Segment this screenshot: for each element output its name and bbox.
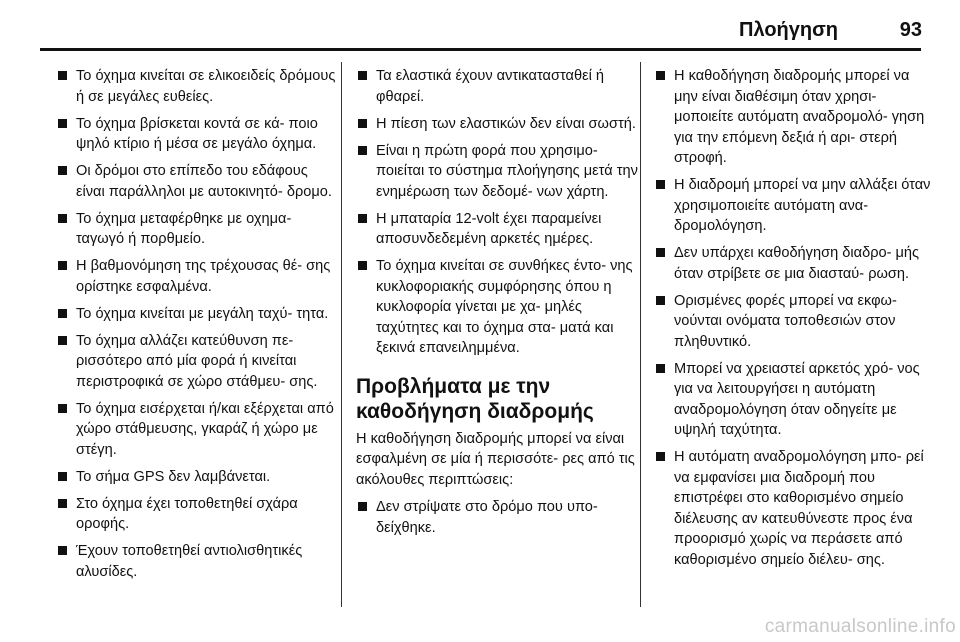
list-item: Η βαθμονόμηση της τρέχουσας θέ- σης ορίστηκε εσφαλμένα. [56,256,340,297]
bullet-square-icon [58,71,67,80]
bullet-list [356,497,640,538]
list-item: Μπορεί να χρειαστεί αρκετός χρό- νος για να λειτουργήσει η αυτόματη αναδρομολόγηση όταν οδηγείτε με υψηλή ταχύτητα. [654,359,936,441]
section-heading: Προβλήματα με την καθοδήγηση διαδρομής [356,374,594,423]
list-item: Η αυτόματη αναδρομολόγηση μπο- ρεί να εμφανίσει μια διαδρομή που επιστρέφει στο καθορισμένο σημείο διέλευσης αν κατευθύνεστε προς ένα προορισμό χωρίς να περάσετε από καθορισμένο σημείο διέλευ- σης. [654,447,936,570]
section-intro: Η καθοδήγηση διαδρομής μπορεί να είναι εσφαλμένη σε μία ή περισσότε- ρες από τις ακόλουθες περιπτώσεις: [356,430,635,488]
bullet-square-icon [358,146,367,155]
column-3 [654,66,936,577]
bullet-square-icon [358,502,367,511]
list-item: Στο όχημα έχει τοποθετηθεί σχάρα οροφής. [56,494,340,535]
page-title: Πλοήγηση [739,19,838,41]
bullet-square-icon [58,499,67,508]
column-divider-2 [640,62,641,607]
bullet-square-icon [358,71,367,80]
list-item: Έχουν τοποθετηθεί αντιολισθητικές αλυσίδες. [56,541,340,582]
list-item: Το όχημα κινείται σε ελικοειδείς δρόμους ή σε μεγάλες ευθείες. [56,66,340,107]
bullet-list [654,66,936,570]
list-item: Δεν στρίψατε στο δρόμο που υπο- δείχθηκε. [356,497,640,538]
list-item: Η καθοδήγηση διαδρομής μπορεί να μην είναι διαθέσιμη όταν χρησι- μοποιείτε αυτόματη αναδρομολό- γηση για την επόμενη δεξιά ή αρι- στερή στροφή. [654,66,936,169]
bullet-square-icon [58,214,67,223]
list-item: Η μπαταρία 12-volt έχει παραμείνει αποσυνδεδεμένη αρκετές ημέρες. [356,209,640,250]
bullet-square-icon [656,452,665,461]
bullet-square-icon [58,472,67,481]
bullet-square-icon [58,309,67,318]
watermark: carmanualsonline.info [764,616,956,637]
bullet-list [356,66,640,359]
list-item: Το όχημα μεταφέρθηκε με οχημα- ταγωγό ή πορθμείο. [56,209,340,250]
bullet-square-icon [58,546,67,555]
list-item: Ορισμένες φορές μπορεί να εκφω- νούνται ονόματα τοποθεσιών στον πληθυντικό. [654,291,936,353]
bullet-square-icon [58,336,67,345]
column-divider-1 [341,62,342,607]
bullet-square-icon [656,364,665,373]
list-item: Η πίεση των ελαστικών δεν είναι σωστή. [356,114,640,135]
list-item: Δεν υπάρχει καθοδήγηση διαδρο- μής όταν στρίβετε σε μια διασταύ- ρωση. [654,243,936,284]
bullet-square-icon [656,180,665,189]
bullet-square-icon [358,119,367,128]
list-item: Οι δρόμοι στο επίπεδο του εδάφους είναι παράλληλοι με αυτοκινητό- δρομο. [56,161,340,202]
bullet-square-icon [58,261,67,270]
column-1 [56,66,340,589]
list-item: Το όχημα κινείται με μεγάλη ταχύ- τητα. [56,304,340,325]
list-item: Είναι η πρώτη φορά που χρησιμο- ποιείται το σύστημα πλοήγησης μετά την ενημέρωση των δεδομέ- νων χάρτη. [356,141,640,203]
list-item: Το όχημα κινείται σε συνθήκες έντο- νης κυκλοφοριακής συμφόρησης όπου η κυκλοφορία γίνεται με χα- μηλές ταχύτητες και το όχημα στα- ματά και ξεκινά επανειλημμένα. [356,256,640,359]
header-rule [40,48,921,51]
bullet-square-icon [58,404,67,413]
list-item: Το όχημα εισέρχεται ή/και εξέρχεται από χώρο στάθμευσης, γκαράζ ή χώρο με στέγη. [56,399,340,461]
column-2 [356,66,640,545]
list-item: Τα ελαστικά έχουν αντικατασταθεί ή φθαρεί. [356,66,640,107]
list-item: Το όχημα αλλάζει κατεύθυνση πε- ρισσότερο από μία φορά ή κινείται περιστροφικά σε χώρο στάθμευ- σης. [56,331,340,393]
bullet-square-icon [358,214,367,223]
list-item: Το σήμα GPS δεν λαμβάνεται. [56,467,340,488]
bullet-square-icon [656,71,665,80]
page-number: 93 [899,19,922,41]
list-item: Το όχημα βρίσκεται κοντά σε κά- ποιο ψηλό κτίριο ή μέσα σε μεγάλο όχημα. [56,114,340,155]
bullet-list [56,66,340,582]
bullet-square-icon [58,119,67,128]
bullet-square-icon [358,261,367,270]
list-item: Η διαδρομή μπορεί να μην αλλάξει όταν χρησιμοποιείτε αυτόματη ανα- δρομολόγηση. [654,175,936,237]
bullet-square-icon [58,166,67,175]
bullet-square-icon [656,248,665,257]
bullet-square-icon [656,296,665,305]
page-header [0,0,960,50]
